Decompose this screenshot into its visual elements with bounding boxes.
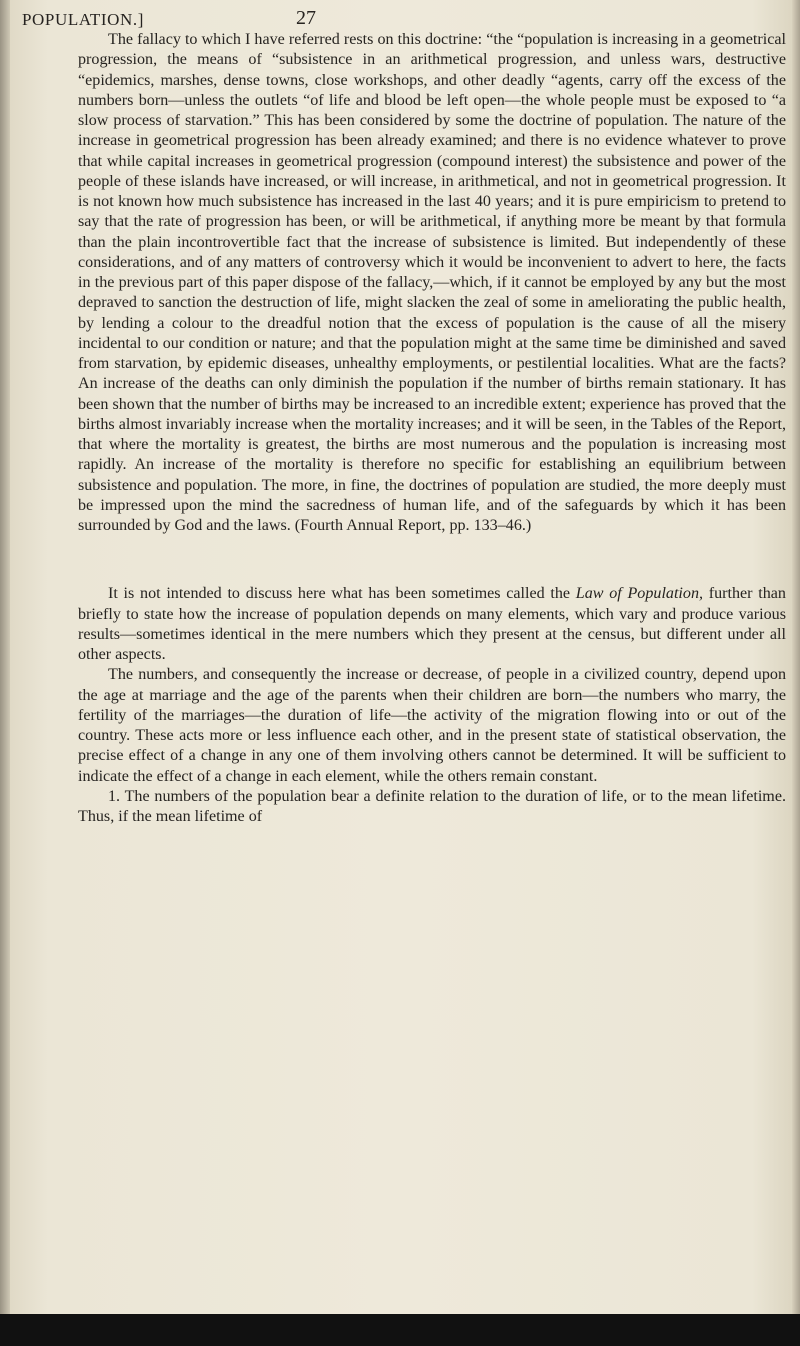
paragraph-law-of-population [78,584,786,665]
law-of-population-title: Law of Population, [575,585,704,603]
paragraph-item-1: 1. The numbers of the population bear a definite relation to the duration of life, or to the mean lifetime. Thus, if the mean lifetime of [78,787,786,825]
page-number: 27 [296,7,316,29]
paragraph-fallacy: The fallacy to which I have referred rests on this doctrine: “the “population is increasing in a geometrical progression, the means of “subsistence in an arithmetical progression, and unless wars, destructive “epidemics, marshes, dense towns, close workshops, and other deadly “agents, carry off the excess of the numbers born—unless the outlets “of life and blood be left open—the whole people must be exposed to “a slow process of starvation.” This has been considered by some the doctrine of population. The nature of the increase in geometrical progression has been already examined; and there is no evidence whatever to prove that while capital increases in geometrical progression (compound interest) the subsistence and power of the people of these islands have increased, or will increase, in arithmetical, and not in geometrical progression. It is not known how much subsistence has increased in the last 40 years; and it is pure empiricism to pretend to say that the rate of progression has been, or will be arithmetical, if anything more be meant by that formula than the plain incontrovertible fact that the increase of subsistence is limited. But independently of these considerations, and of any matters of controversy which it would be inconvenient to advert to here, the facts in the previous part of this paper dispose of the fallacy,—which, if it cannot be employed by any but the most depraved to sanction the destruction of life, might slacken the zeal of some in ameliorating the public health, by lending a colour to the dreadful notion that the excess of population is the cause of all the misery incidental to our condition or nature; and that the population might at the same time be diminished and saved from starvation, by epidemic diseases, unhealthy employments, or pestilential localities. What are the facts? An increase of the deaths can only diminish the population if the number of births remain stationary. It has been shown that the number of births may be increased to an incredible extent; experience has proved that the births almost invariably increase when the mortality increases; and it will be seen, in the Tables of the Report, that where the mortality is greatest, the births are most numerous and the population is increasing most rapidly. An increase of the mortality is therefore no specific for establishing an equilibrium between subsistence and population. The more, in fine, the doctrines of population are studied, the more deeply must be impressed upon the mind the sacredness of human life, and of the safeguards by which it has been surrounded by God and the laws. (Fourth Annual Report, pp. 133–46.) [78,31,786,534]
page-binding-shadow [0,0,10,1346]
running-head: POPULATION.] [22,10,144,29]
scan-bottom-edge [0,1314,800,1346]
paragraph-gap [78,536,786,584]
paragraph-law-text-after: further than briefly to state how the increase of population depends on many elements, which vary and produce various results—sometimes identical in the mere numbers which they present at the census, but different under all other aspects. [78,585,786,663]
body-text [78,30,786,827]
page-edge-shadow [792,0,800,1346]
paragraph-law-text-before: It is not intended to discuss here what has been sometimes called the [108,585,576,603]
paragraph-numbers: The numbers, and consequently the increase or decrease, of people in a civilized country, depend upon the age at marriage and the age of the parents when their children are born—the numbers who marry, the fertility of the marriages—the duration of life—the activity of the migration flowing into or out of the country. These acts more or less influence each other, and in the present state of statistical observation, the precise effect of a change in any one of them involving others cannot be determined. It will be sufficient to indicate the effect of a change in each element, while the others remain constant. [78,666,786,785]
